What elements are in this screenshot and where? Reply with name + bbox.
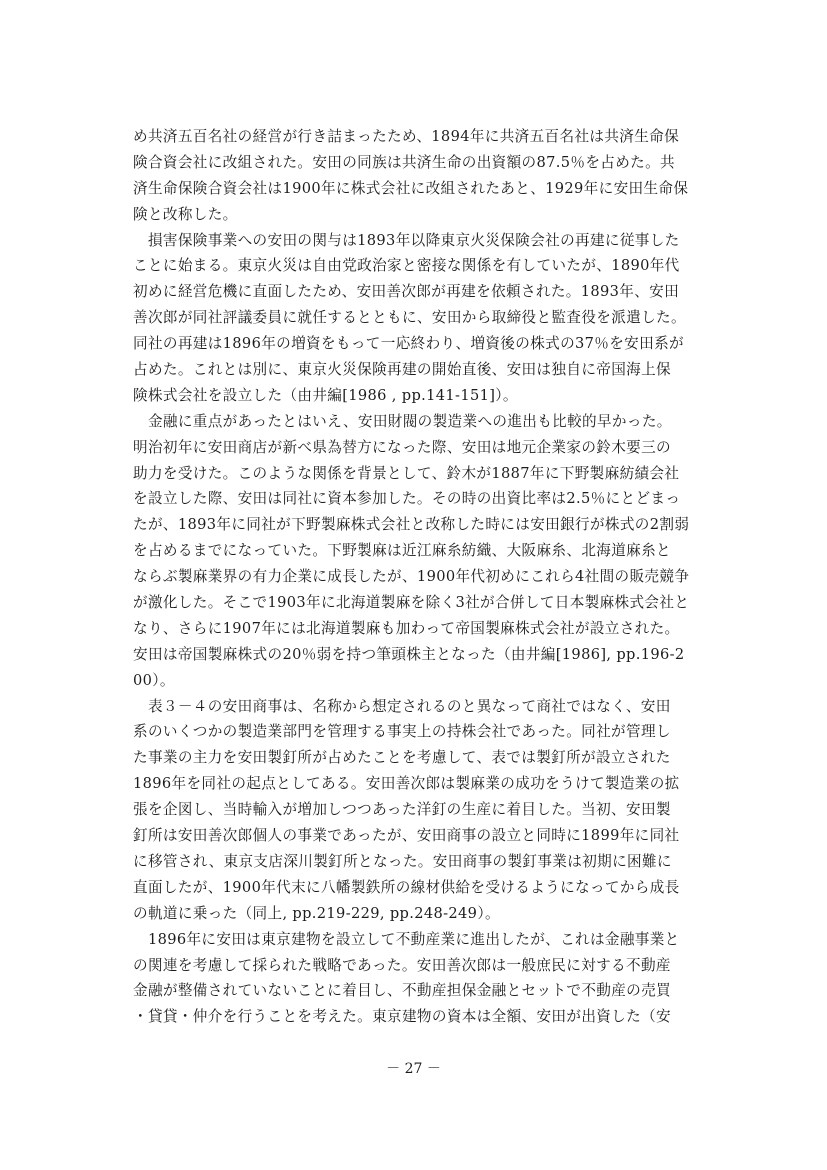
text-line: 1896年を同社の起点としてある。安田善次郎は製麻業の成功をうけて製造業の拡 (133, 775, 680, 793)
text-line: に移管され、東京支店深川製釘所となった。安田商事の製釘事業は初期に困難に (133, 852, 672, 870)
text-line: 00）。 (133, 671, 175, 689)
text-line: の関連を考慮して採られた戦略であった。安田善次郎は一般庶民に対する不動産 (133, 956, 671, 974)
text-line: なり、さらに1907年には北海道製麻も加わって帝国製麻株式会社が設立された。 (133, 619, 680, 637)
text-line: 張を企図し、当時輸入が増加しつつあった洋釘の生産に着目した。当初、安田製 (133, 801, 671, 819)
text-line: 初めに経営危機に直面したため、安田善次郎が再建を依頼された。1893年、安田 (133, 283, 680, 301)
text-line: 険合資会社に改組された。安田の同族は共済生命の出資額の87.5％を占めた。共 (133, 153, 675, 171)
text-line: 善次郎が同社評議委員に就任するとともに、安田から取締役と監査役を派遣した。 (133, 309, 686, 327)
text-line: め共済五百名社の経営が行き詰まったため、1894年に共済五百名社は共済生命保 (133, 128, 680, 145)
text-line: 損害保険事業への安田の関与は1893年以降東京火災保険会社の再建に従事した (133, 231, 680, 249)
text-line: の軌道に乗った（同上, pp.219-229, pp.248-249）。 (133, 904, 500, 922)
text-line: ならぶ製麻業界の有力企業に成長したが、1900年代初めにこれら4社間の販売競争 (133, 568, 690, 586)
text-line: 済生命保険合資会社は1900年に株式会社に改組されたあと、1929年に安田生命保 (133, 179, 689, 197)
paragraph (133, 409, 718, 694)
body-text (133, 124, 718, 1030)
text-line: 険株式会社を設立した（由井編[1986 , pp.141-151]）。 (133, 386, 518, 404)
text-line: た事業の主力を安田製釘所が占めたことを考慮して、表では製釘所が設立された (133, 749, 671, 767)
text-line: ・貸貸・仲介を行うことを考えた。東京建物の資本は全額、安田が出資した（安 (133, 1008, 671, 1026)
page-number: － 27 － (386, 1061, 441, 1077)
paragraph (133, 228, 718, 409)
text-line: を設立した際、安田は同社に資本参加した。その時の出資比率は2.5％にとどまっ (133, 490, 681, 508)
paragraph (133, 927, 718, 1031)
text-line: 明治初年に安田商店が新べ県為替方になった際、安田は地元企業家の鈴木要三の (133, 438, 671, 456)
text-line: が激化した。そこで1903年に北海道製麻を除く3社が合併して日本製麻株式会社と (133, 594, 690, 612)
text-line: 金融が整備されていないことに着目し、不動産担保金融とセットで不動産の売買 (133, 982, 671, 1000)
paragraph (133, 694, 718, 927)
text-line: 安田は帝国製麻株式の20％弱を持つ筆頭株主となった（由井編[1986], pp.196-2 (133, 645, 685, 663)
text-line: 占めた。これとは別に、東京火災保険再建の開始直後、安田は独自に帝国海上保 (133, 361, 671, 379)
text-line: 金融に重点があったとはいえ、安田財閥の製造業への進出も比較的早かった。 (133, 412, 672, 430)
text-line: 1896年に安田は東京建物を設立して不動産業に進出したが、これは金融事業と (133, 930, 680, 948)
text-line: 険と改称した。 (133, 205, 238, 223)
text-line: 釘所は安田善次郎個人の事業であったが、安田商事の設立と同時に1899年に同社 (133, 827, 680, 845)
text-line: たが、1893年に同社が下野製麻株式会社と改称した時には安田銀行が株式の2割弱 (133, 516, 690, 534)
text-line: 直面したが、1900年代末に八幡製鉄所の線材供給を受けるようになってから成長 (133, 878, 680, 896)
text-line: 助力を受けた。このような関係を背景として、鈴木が1887年に下野製麻紡績会社 (133, 464, 680, 482)
paragraph (133, 124, 718, 228)
text-line: 同社の再建は1896年の増資をもって一応終わり、増資後の株式の37％を安田系が (133, 335, 684, 353)
text-line: 表３－４の安田商事は、名称から想定されるのと異なって商社ではなく、安田 (133, 697, 671, 715)
text-line: を占めるまでになっていた。下野製麻は近江麻糸紡織、大阪麻糸、北海道麻糸と (133, 542, 671, 560)
text-line: 系のいくつかの製造業部門を管理する事実上の持株会社であった。同社が管理し (133, 723, 671, 741)
text-line: ことに始まる。東京火災は自由党政治家と密接な関係を有していたが、1890年代 (133, 257, 680, 275)
